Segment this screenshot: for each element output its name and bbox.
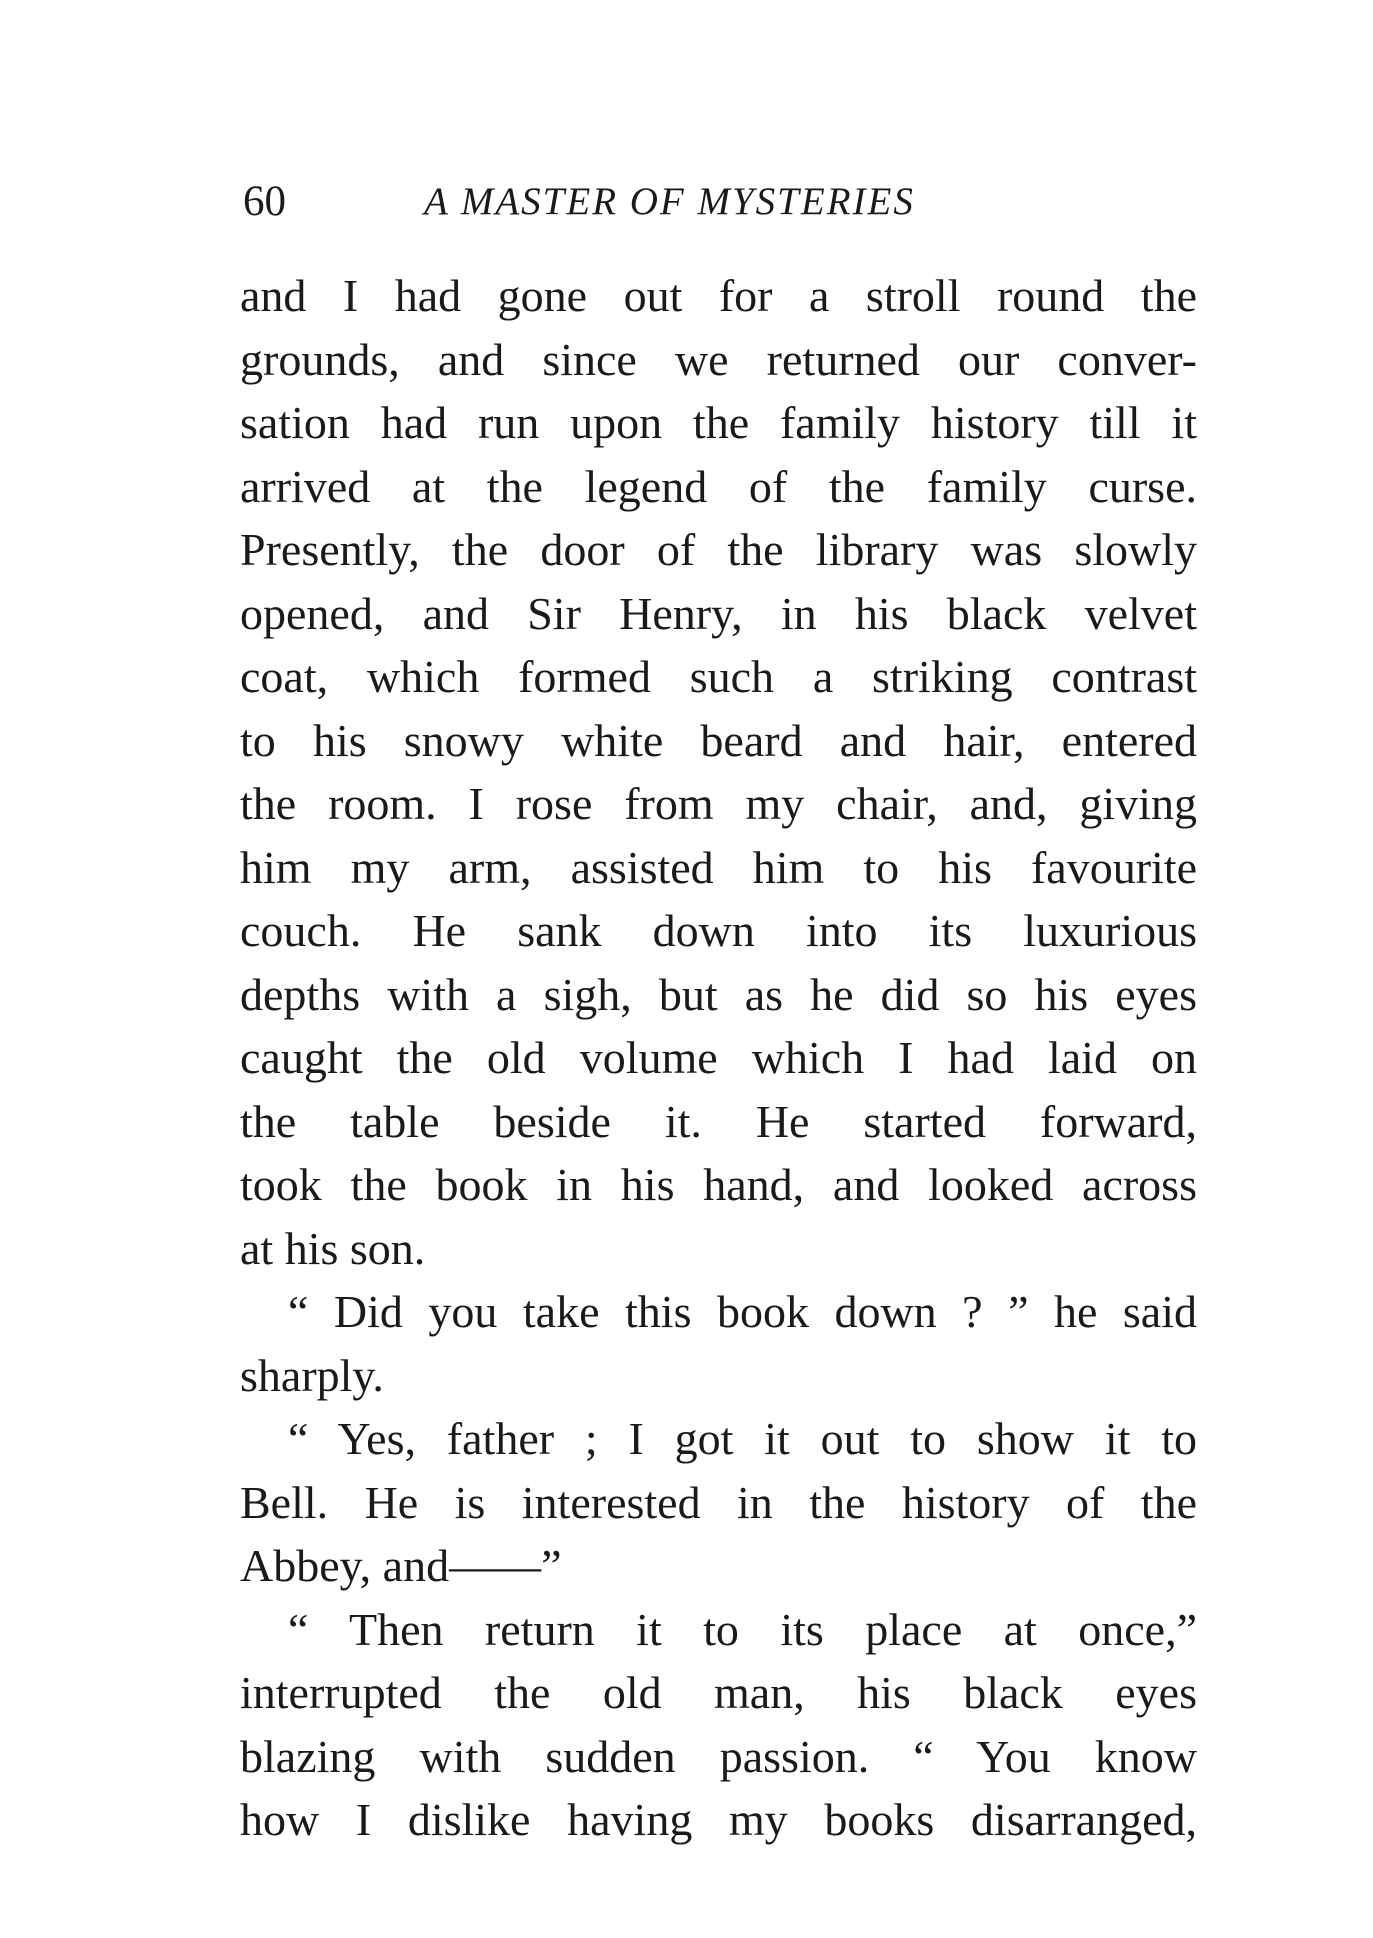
text-line: him my arm, assisted him to his favourite xyxy=(240,841,1197,893)
text-line: to his snowy white beard and hair, entered xyxy=(240,714,1197,766)
text-line: depths with a sigh, but as he did so his eyes xyxy=(240,968,1197,1020)
text-line: interrupted the old man, his black eyes xyxy=(240,1667,1197,1718)
text-line: sation had run upon the family history till it xyxy=(240,397,1197,448)
text-line: the room. I rose from my chair, and, giving xyxy=(240,778,1197,829)
text-line: Abbey, and——” xyxy=(240,1540,562,1591)
text-line: Bell. He is interested in the history of the xyxy=(240,1476,1197,1528)
running-title: A MASTER OF MYSTERIES xyxy=(424,180,915,223)
text-line: couch. He sank down into its luxurious xyxy=(240,905,1197,956)
text-line: at his son. xyxy=(240,1222,426,1274)
page-number: 60 xyxy=(243,178,286,225)
text-line: took the book in his hand, and looked across xyxy=(240,1159,1197,1210)
text-line: caught the old volume which I had laid on xyxy=(240,1032,1197,1083)
text-line: “ Yes, father ; I got it out to show it to xyxy=(288,1413,1197,1464)
text-line: the table beside it. He started forward, xyxy=(240,1095,1197,1147)
text-line: sharply. xyxy=(240,1349,384,1401)
text-line: grounds, and since we returned our conver- xyxy=(240,333,1197,385)
text-line: arrived at the legend of the family curse. xyxy=(240,460,1197,512)
text-line: opened, and Sir Henry, in his black velvet xyxy=(240,587,1197,639)
text-line: coat, which formed such a striking contrast xyxy=(240,651,1197,702)
text-line: “ Then return it to its place at once,” xyxy=(288,1603,1197,1655)
text-line: and I had gone out for a stroll round the xyxy=(240,270,1197,321)
page-header xyxy=(243,172,1193,232)
text-line: “ Did you take this book down ? ” he said xyxy=(288,1286,1197,1337)
body-text xyxy=(240,264,1197,1852)
text-line: blazing with sudden passion. “ You know xyxy=(240,1730,1197,1782)
text-line: how I dislike having my books disarranged, xyxy=(240,1794,1197,1845)
text-line: Presently, the door of the library was slowly xyxy=(240,524,1197,575)
